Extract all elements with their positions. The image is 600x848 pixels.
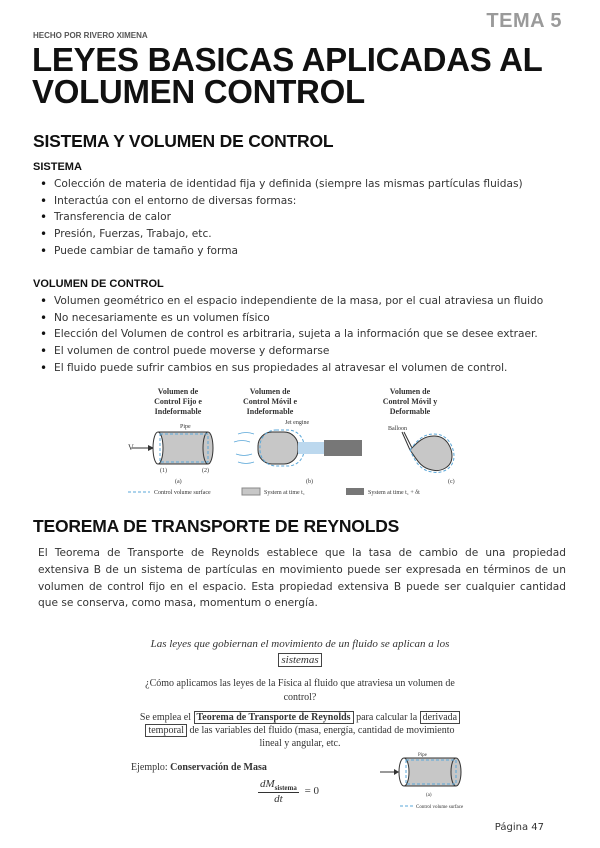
svg-text:Pipe: Pipe <box>418 753 427 758</box>
page-number: Página 47 <box>494 822 544 833</box>
svg-text:Indeformable: Indeformable <box>246 407 294 416</box>
svg-text:Control Móvil e: Control Móvil e <box>242 397 298 406</box>
control-volume-figure <box>110 384 480 502</box>
slide-question: ¿Cómo aplicamos las leyes de la Física al fluido que atraviesa un volumen de control? <box>145 678 455 703</box>
page-title <box>32 41 572 110</box>
boxed-temporal: temporal <box>145 724 187 737</box>
svg-text:Pipe: Pipe <box>180 424 191 430</box>
section-title-reynolds: TEOREMA DE TRANSPORTE DE REYNOLDS <box>33 516 400 536</box>
svg-text:(c): (c) <box>448 479 455 485</box>
topic-label: TEMA 5 <box>486 10 562 32</box>
balloon-shape <box>410 436 452 470</box>
list-item: • Colección de materia de identidad fija y definida (siempre las mismas partículas fluidas) <box>38 176 523 193</box>
svg-text:(1): (1) <box>160 468 167 474</box>
boxed-rtt: Teorema de Transporte de Reynolds <box>194 711 354 724</box>
svg-text:Control Fijo e: Control Fijo e <box>154 397 202 406</box>
pipe-inlet <box>153 432 163 464</box>
arrow-head <box>394 769 399 775</box>
author-credit: HECHO POR RIVERO XIMENA <box>33 31 148 40</box>
svg-text:Deformable: Deformable <box>389 407 431 416</box>
svg-text:(b): (b) <box>306 479 313 485</box>
boxed-derivada: derivada <box>420 711 460 724</box>
slide-example: Ejemplo: Conservación de Masa <box>131 762 267 773</box>
fixed-pipe-diagram <box>128 424 213 485</box>
list-item: • Elección del Volumen de control es arbitraria, sujeta a la información que se desee extraer. <box>38 326 543 343</box>
volumen-heading: VOLUMEN DE CONTROL <box>33 278 164 290</box>
page-title-line: LEYES BASICAS APLICADAS AL <box>32 41 543 78</box>
section-title-sistema: SISTEMA Y VOLUMEN DE CONTROL <box>33 131 334 151</box>
list-item: • Volumen geométrico en el espacio independiente de la masa, por el cual atraviesa un fluido <box>38 293 543 310</box>
list-item: • El volumen de control puede moverse y deformarse <box>38 343 543 360</box>
fig-label-fixed: Volumen de <box>157 387 199 396</box>
sistema-list <box>38 176 523 259</box>
exhaust-block <box>324 440 362 456</box>
system-shape <box>158 432 208 464</box>
svg-text:Control Móvil y: Control Móvil y <box>382 397 438 406</box>
jet-engine-body <box>258 432 298 464</box>
fig-label-moving: Volumen de <box>249 387 291 396</box>
list-item: • Puede cambiar de tamaño y forma <box>38 243 523 260</box>
slide-intro: Las leyes que gobiernan el movimiento de un fluido se aplican a los sistemas <box>150 638 450 666</box>
svg-text:System at time t₁ + δt: System at time t₁ + δt <box>368 490 420 496</box>
jet-engine-diagram <box>234 420 362 485</box>
svg-text:(2): (2) <box>202 468 209 474</box>
svg-text:(a): (a) <box>426 793 432 798</box>
figure-legend <box>128 488 420 496</box>
mass-conservation-equation: $dM_{sistema}$ dt = 0 <box>260 778 320 806</box>
fig-label-deformable: Volumen de <box>389 387 431 396</box>
boxed-sistemas: sistemas <box>278 653 321 667</box>
slide-rtt-statement: Se emplea el Teorema de Transporte de Reynolds para calcular la derivada temporal de las variables del fluido (masa, energía, cantidad de movimiento lineal y angular, etc. <box>120 711 480 750</box>
svg-text:Indeformable: Indeformable <box>154 407 202 416</box>
volumen-list <box>38 293 543 376</box>
list-item: • Presión, Fuerzas, Trabajo, etc. <box>38 226 523 243</box>
svg-text:Control volume surface: Control volume surface <box>416 805 464 810</box>
page-title-line: VOLUMEN CONTROL <box>32 73 365 110</box>
svg-text:Balloon: Balloon <box>388 426 407 432</box>
svg-text:Control volume surface: Control volume surface <box>154 490 211 496</box>
svg-text:System at time t₁: System at time t₁ <box>264 490 305 496</box>
svg-text:Jet engine: Jet engine <box>285 420 310 426</box>
svg-text:V: V <box>128 443 134 452</box>
sistema-heading: SISTEMA <box>33 161 82 173</box>
svg-text:(a): (a) <box>175 479 182 485</box>
reynolds-paragraph: El Teorema de Transporte de Reynolds establece que la tasa de cambio de una propiedad extensiva B de un sistema de partículas en movimiento puede ser expresada en términos de un volumen de control fijo en el espacio. Esta propiedad extensiva B puede ser cualquier cantidad que se conserva, como masa, momentum o energía. <box>38 547 566 610</box>
balloon-diagram <box>388 426 455 485</box>
list-item: • Interactúa con el entorno de diversas formas: <box>38 193 523 210</box>
list-item: • Transferencia de calor <box>38 209 523 226</box>
mini-pipe-diagram <box>378 748 470 814</box>
list-item: • No necesariamente es un volumen físico <box>38 310 543 327</box>
list-item: • El fluido puede sufrir cambios en sus propiedades al atravesar el volumen de control. <box>38 360 543 377</box>
